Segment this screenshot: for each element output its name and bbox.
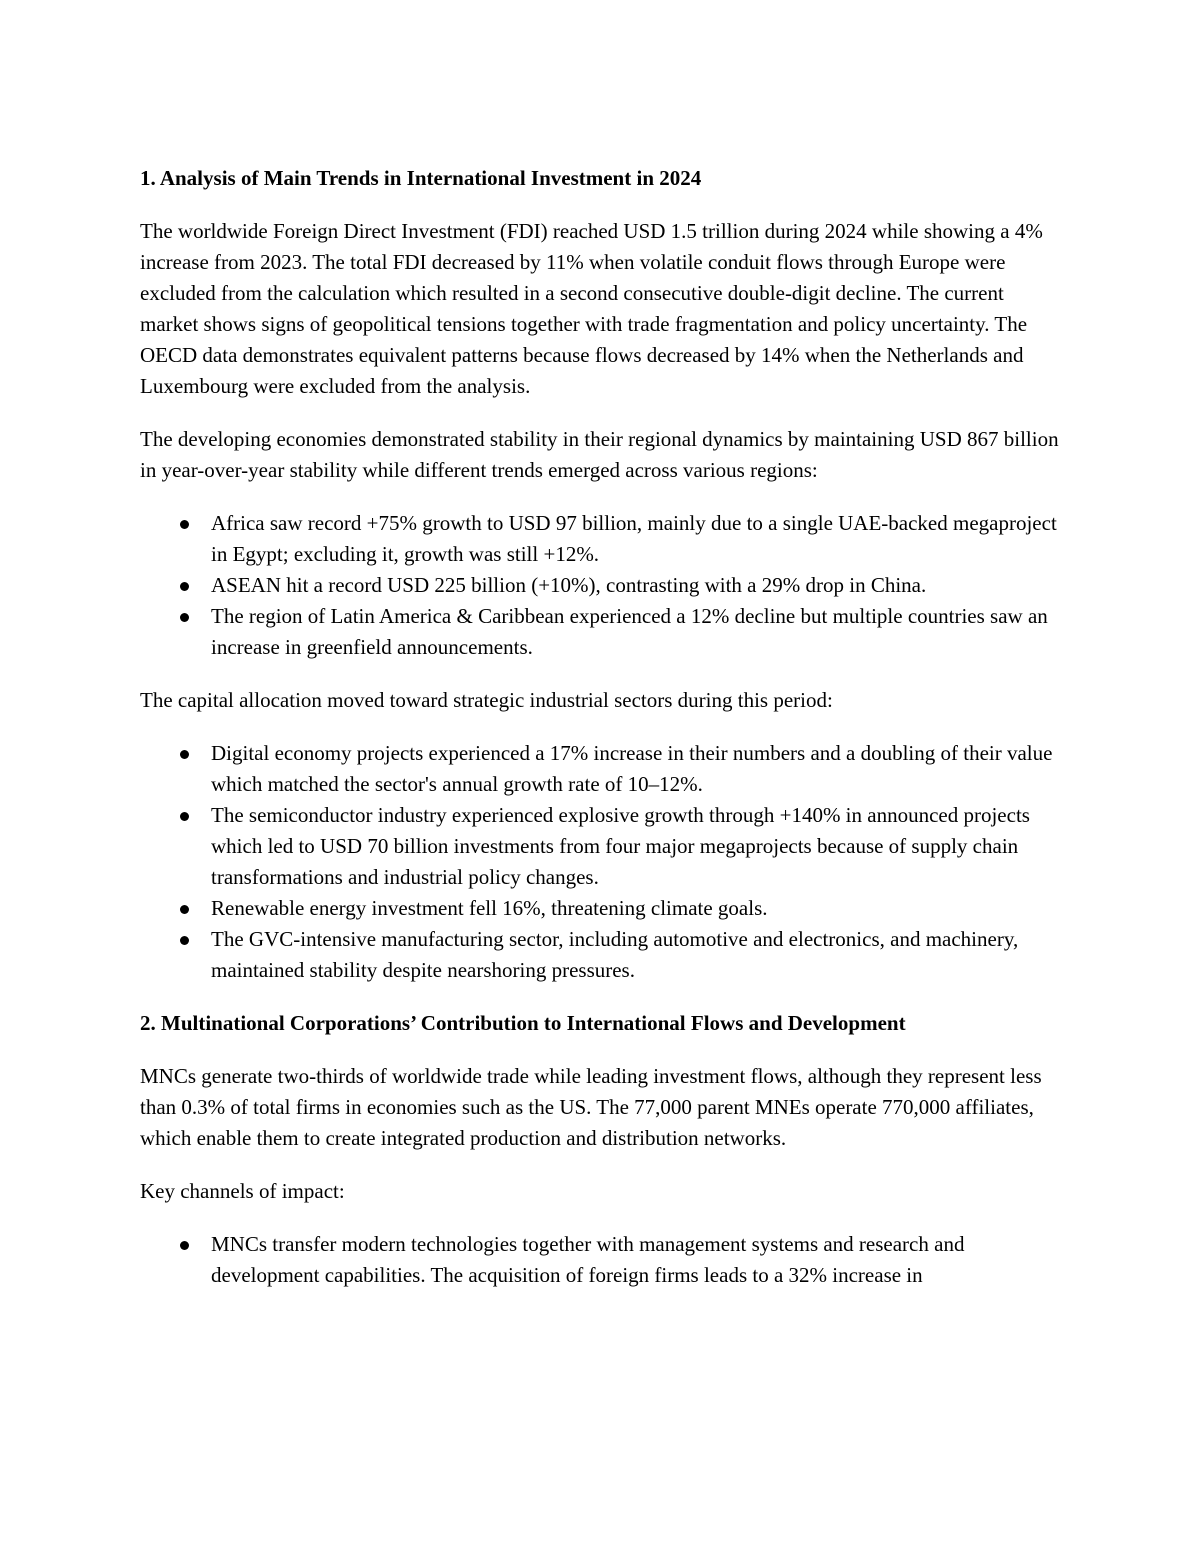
list-item-text: MNCs transfer modern technologies together with management systems and research and development capabilities. The acquisition of foreign firms leads to a 32% increase in bbox=[211, 1232, 965, 1287]
list-item bbox=[140, 738, 1060, 800]
bullet-icon bbox=[180, 905, 189, 914]
section-1-heading: 1. Analysis of Main Trends in International Investment in 2024 bbox=[140, 166, 702, 190]
sectors-list bbox=[140, 738, 1060, 986]
bullet-icon bbox=[180, 936, 189, 945]
section-1-paragraph-capital: The capital allocation moved toward strategic industrial sectors during this period: bbox=[140, 688, 833, 712]
regions-list bbox=[140, 508, 1060, 663]
section-2-heading: 2. Multinational Corporations’ Contribution to International Flows and Development bbox=[140, 1011, 906, 1035]
list-item-text: Renewable energy investment fell 16%, threatening climate goals. bbox=[211, 896, 768, 920]
section-2-paragraph-mncs: MNCs generate two-thirds of worldwide trade while leading investment flows, although they represent less than 0.3% of total firms in economies such as the US. The 77,000 parent MNEs operate 770,000 affiliates, which enable them to create integrated production and distribution networks. bbox=[140, 1064, 1042, 1150]
list-item bbox=[140, 601, 1060, 663]
bullet-icon bbox=[180, 582, 189, 591]
section-1-paragraph-developing: The developing economies demonstrated stability in their regional dynamics by maintaining USD 867 billion in year-over-year stability while different trends emerged across various regions: bbox=[140, 427, 1059, 482]
list-item bbox=[140, 800, 1060, 893]
bullet-icon bbox=[180, 613, 189, 622]
bullet-icon bbox=[180, 812, 189, 821]
list-item-text: ASEAN hit a record USD 225 billion (+10%), contrasting with a 29% drop in China. bbox=[211, 573, 927, 597]
bullet-icon bbox=[180, 1241, 189, 1250]
list-item-text: The semiconductor industry experienced explosive growth through +140% in announced projects which led to USD 70 billion investments from four major megaprojects because of supply chain transformations and industrial policy changes. bbox=[211, 803, 1030, 889]
section-1-paragraph-fdi: The worldwide Foreign Direct Investment (FDI) reached USD 1.5 trillion during 2024 while showing a 4% increase from 2023. The total FDI decreased by 11% when volatile conduit flows through Europe were excluded from the calculation which resulted in a second consecutive double-digit decline. The current market shows signs of geopolitical tensions together with trade fragmentation and policy uncertainty. The OECD data demonstrates equivalent patterns because flows decreased by 14% when the Netherlands and Luxembourg were excluded from the analysis. bbox=[140, 219, 1043, 398]
list-item bbox=[140, 924, 1060, 986]
list-item-text: Digital economy projects experienced a 17% increase in their numbers and a doubling of their value which matched the sector's annual growth rate of 10–12%. bbox=[211, 741, 1053, 796]
list-item bbox=[140, 893, 1060, 924]
bullet-icon bbox=[180, 520, 189, 529]
list-item bbox=[140, 1229, 1060, 1291]
list-item-text: The GVC-intensive manufacturing sector, including automotive and electronics, and machinery, maintained stability despite nearshoring pressures. bbox=[211, 927, 1019, 982]
section-2-paragraph-channels: Key channels of impact: bbox=[140, 1179, 345, 1203]
list-item bbox=[140, 570, 1060, 601]
list-item-text: Africa saw record +75% growth to USD 97 billion, mainly due to a single UAE-backed megaproject in Egypt; excluding it, growth was still +12%. bbox=[211, 511, 1057, 566]
bullet-icon bbox=[180, 750, 189, 759]
list-item bbox=[140, 508, 1060, 570]
channels-list bbox=[140, 1229, 1060, 1291]
list-item-text: The region of Latin America & Caribbean experienced a 12% decline but multiple countries saw an increase in greenfield announcements. bbox=[211, 604, 1048, 659]
